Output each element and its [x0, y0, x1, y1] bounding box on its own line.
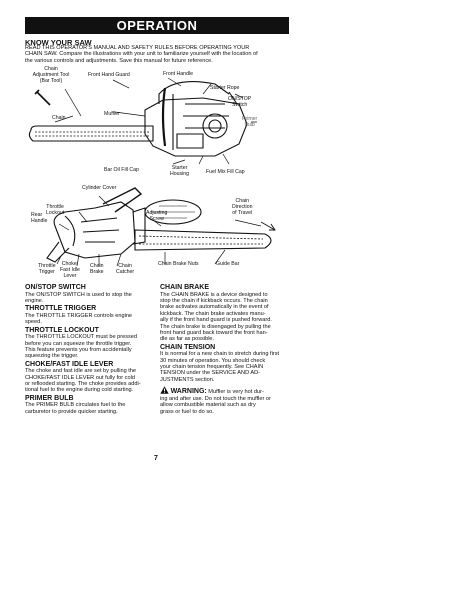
label-primer-bulb: Primer Bulb	[242, 116, 258, 128]
label-bar-oil-fill-cap: Bar Oil Fill Cap	[104, 167, 139, 173]
label-front-handle: Front Handle	[163, 71, 193, 77]
warning-triangle-icon	[160, 386, 169, 394]
body-line: Muffler is very hot dur-	[208, 389, 264, 396]
body-line: CHOKE/FAST IDLE LEVER out fully for cold	[25, 374, 135, 381]
body-line: The choke and fast idle are set by pulling the	[25, 368, 137, 375]
left-column	[25, 283, 157, 415]
choke-heading: CHOKE/FAST IDLE LEVER	[25, 360, 114, 368]
label-throttle-trigger: Throttle Trigger	[38, 263, 56, 275]
body-line: JUSTMENTS section.	[160, 376, 215, 383]
label-fuel-mix-fill-cap: Fuel Mix Fill Cap	[206, 169, 245, 175]
warning-heading: WARNING:	[170, 388, 207, 396]
throttle-lockout-heading: THROTTLE LOCKOUT	[25, 326, 99, 334]
label-muffler: Muffler	[104, 111, 120, 117]
chain-tension-heading: CHAIN TENSION	[160, 343, 216, 351]
body-line: brake activates automatically in the event of	[160, 304, 269, 311]
body-line: This feature prevents you from accidentally	[25, 346, 132, 353]
know-your-saw-heading: KNOW YOUR SAW	[25, 38, 92, 47]
right-column	[160, 283, 292, 415]
body-line: carburetor to provide quicker starting.	[25, 408, 118, 415]
body-line: tional fuel to the engine during cold starting.	[25, 387, 134, 394]
body-line: front hand guard back toward the front han-	[160, 329, 268, 336]
label-chain: Chain	[52, 115, 66, 121]
label-choke-fast-idle: Choke/ Fast Idle Lever	[60, 261, 80, 279]
label-throttle-lockout: Throttle Lockout	[46, 204, 65, 216]
intro-line: READ THIS OPERATOR'S MANUAL AND SAFETY RULES BEFORE OPERATING YOUR	[25, 45, 250, 51]
warning-block	[160, 386, 292, 415]
body-line: kickback. The chain brake activates manu-	[160, 310, 266, 317]
onstop-heading: ON/STOP SWITCH	[25, 284, 86, 291]
body-line: The CHAIN BRAKE is a device designed to	[160, 291, 268, 298]
intro-paragraph	[25, 45, 289, 64]
body-line: stop the chain if kickback occurs. The chain	[160, 297, 268, 304]
page-number: 7	[154, 455, 158, 462]
label-chain-brake-nuts: Chain Brake Nuts	[158, 261, 199, 267]
label-adjusting-screw: Adjusting Screw	[146, 210, 168, 222]
label-rear-handle: Rear Handle	[31, 212, 48, 224]
body-line: engine.	[25, 297, 44, 304]
intro-line: the various controls and adjustments. Save this manual for future reference.	[25, 57, 213, 64]
body-line: The PRIMER BULB circulates fuel to the	[25, 402, 126, 409]
label-starter-rope: Starter Rope	[210, 85, 240, 91]
label-front-hand-guard: Front Hand Guard	[88, 72, 130, 78]
body-line: TENSION under the SERVICE AND AD-	[160, 370, 260, 377]
label-chain-brake: Chain Brake	[90, 263, 104, 275]
body-line: your chain tension frequently. See CHAIN	[160, 364, 264, 371]
chain-brake-heading: CHAIN BRAKE	[160, 284, 209, 291]
body-line: The ON/STOP SWITCH is used to stop the	[25, 291, 132, 298]
label-cylinder-cover: Cylinder Cover	[82, 185, 117, 191]
label-chain-adjust-tool: Chain Adjustment Tool (Bar Tool)	[32, 66, 70, 84]
label-guide-bar: Guide Bar	[216, 261, 240, 267]
intro-line: CHAIN SAW. Compare the illustrations with your unit to familiarize yourself with the location of	[25, 51, 258, 58]
body-line: The THROTTLE LOCKOUT must be pressed	[25, 334, 138, 341]
label-onstop-switch: ON/STOP Switch	[228, 96, 252, 108]
body-line: before you can squeeze the throttle trigger.	[25, 340, 132, 347]
body-line: The THROTTLE TRIGGER controls engine	[25, 312, 133, 319]
primer-bulb-heading: PRIMER BULB	[25, 394, 74, 402]
throttle-trigger-heading: THROTTLE TRIGGER	[25, 305, 97, 313]
body-line: ally if the front hand guard is pushed forward.	[160, 317, 272, 324]
body-line: squeezing the trigger.	[25, 353, 79, 360]
body-line: ing and after use. Do not touch the muffler or	[160, 395, 271, 402]
section-banner: OPERATION	[25, 17, 289, 34]
label-chain-direction: Chain Direction of Travel	[232, 198, 253, 216]
body-line: The chain brake is disengaged by pulling the	[160, 323, 271, 330]
body-line: 30 minutes of operation. You should check	[160, 357, 266, 364]
body-line: speed.	[25, 319, 42, 326]
body-line: dle as far as possible.	[160, 336, 215, 343]
body-line: It is normal for a new chain to stretch during first	[160, 351, 280, 358]
label-starter-housing: Starter Housing	[170, 165, 190, 177]
label-chain-catcher: Chain Catcher	[116, 263, 135, 275]
body-line: or reflooded starting. The choke provides addi-	[25, 381, 141, 388]
body-line: allow combustible material such as dry	[160, 402, 256, 409]
body-line: grass or fuel to do so.	[160, 408, 214, 415]
